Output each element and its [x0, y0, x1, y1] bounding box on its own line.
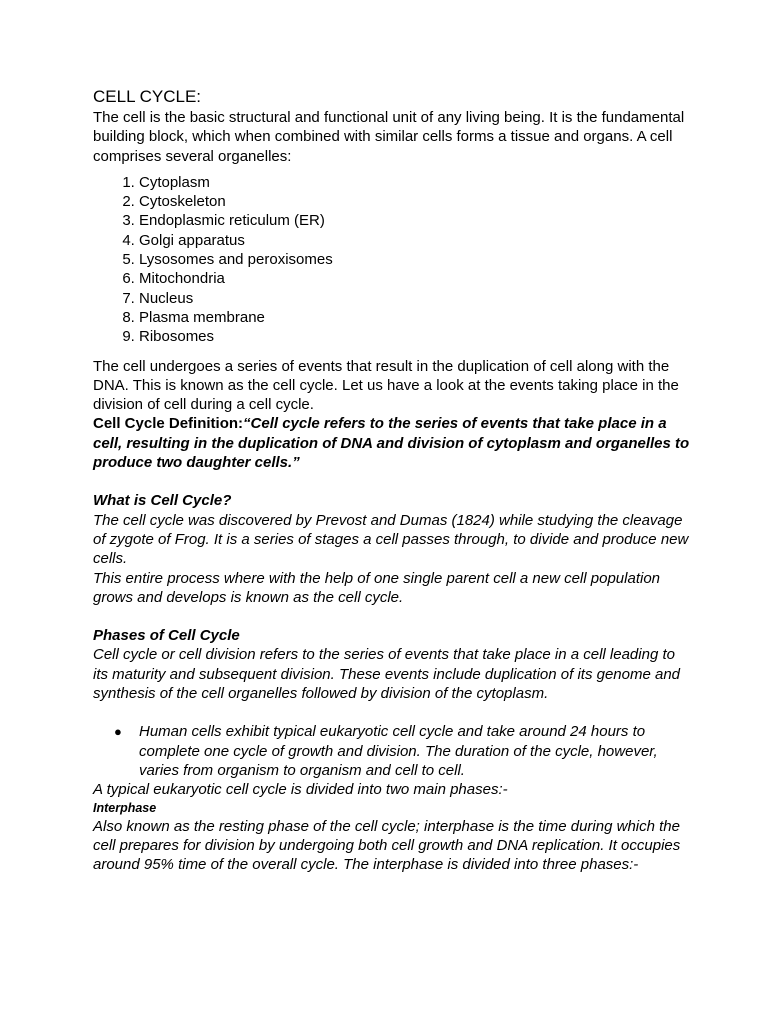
what-is-heading: What is Cell Cycle?: [93, 492, 232, 510]
list-item: 4. Golgi apparatus: [139, 231, 693, 250]
definition-label: Cell Cycle Definition:: [93, 415, 244, 433]
organelle-list: [93, 173, 693, 347]
definition-paragraph: [93, 414, 693, 472]
list-item: 8. Plasma membrane: [139, 308, 693, 327]
document-page: [93, 86, 693, 874]
what-is-paragraph-1: The cell cycle was discovered by Prevost and Dumas (1824) while studying the cleavage of zygote of Frog. It is a series of stages a cell passes through, to divide and produce new cells.: [93, 511, 689, 568]
phases-paragraph-2: A typical eukaryotic cell cycle is divided into two main phases:-: [93, 781, 508, 799]
list-item: 3. Endoplasmic reticulum (ER): [139, 211, 693, 230]
interphase-paragraph: Also known as the resting phase of the cell cycle; interphase is the time during which the cell prepares for division by undergoing both cell growth and DNA replication. It occupies around 95% time of the overall cycle. The interphase is divided into three phases:-: [93, 817, 681, 874]
intro-paragraph: The cell is the basic structural and functional unit of any living being. It is the fundamental building block, which when combined with similar cells forms a tissue and organs. A cell comprises several organelles:: [93, 109, 685, 165]
list-item: 2. Cytoskeleton: [139, 192, 693, 211]
list-item: 7. Nucleus: [139, 289, 693, 308]
phases-bullet-list: [93, 722, 693, 780]
list-item: 1. Cytoplasm: [139, 173, 693, 192]
phases-paragraph-1: Cell cycle or cell division refers to the series of events that take place in a cell leading to its maturity and subsequent division. These events include duplication of its genome and synthesis of the cell organelles followed by division of the cytoplasm.: [93, 646, 681, 703]
phases-heading: Phases of Cell Cycle: [93, 627, 240, 645]
page-title: CELL CYCLE:: [93, 87, 202, 106]
list-item: ● Human cells exhibit typical eukaryotic cell cycle and take around 24 hours to complete one cycle of growth and division. The duration of the cycle, however, varies from organism to organism and cell to cell.: [139, 722, 693, 780]
list-item: 9. Ribosomes: [139, 327, 693, 346]
what-is-paragraph-2: This entire process where with the help of one single parent cell a new cell population grows and develops is known as the cell cycle.: [93, 569, 660, 606]
list-item: 5. Lysosomes and peroxisomes: [139, 250, 693, 269]
definition-text: “Cell cycle refers to the series of events that take place in a cell, resulting in the duplication of DNA and division of cytoplasm and organelles to produce two daughter cells.”: [93, 415, 690, 472]
interphase-heading: Interphase: [93, 800, 157, 815]
events-paragraph: The cell undergoes a series of events that result in the duplication of cell along with the DNA. This is known as the cell cycle. Let us have a look at the events taking place in the division of cell during a cell cycle.: [93, 357, 679, 414]
list-item: 6. Mitochondria: [139, 269, 693, 288]
